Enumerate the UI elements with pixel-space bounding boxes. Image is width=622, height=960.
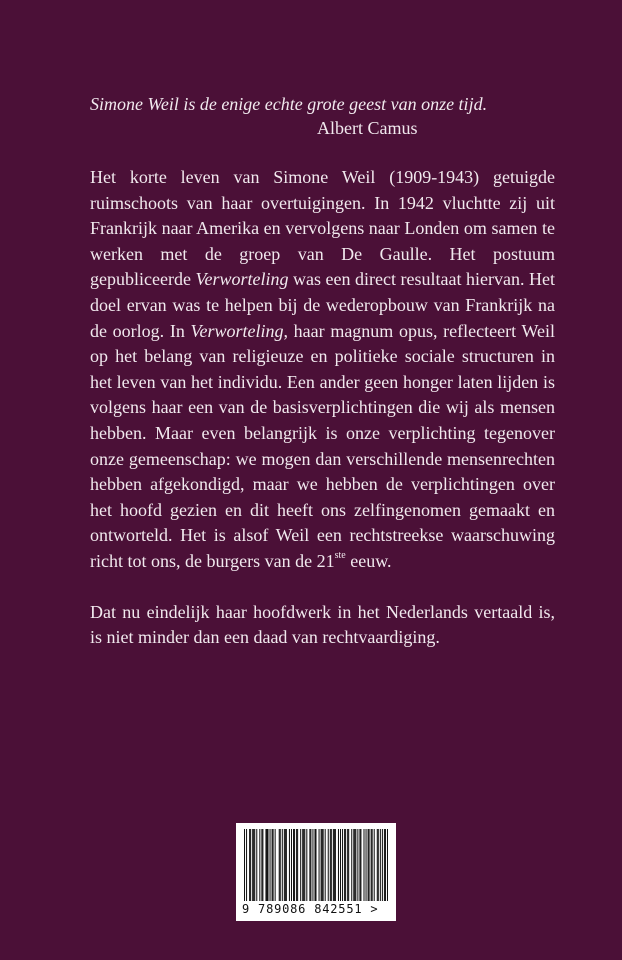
barcode-bar bbox=[328, 829, 329, 901]
barcode-bar bbox=[280, 829, 281, 901]
barcode-bar bbox=[319, 829, 320, 901]
barcode-bar bbox=[293, 829, 294, 901]
barcode-bar bbox=[250, 829, 251, 901]
barcode-bar bbox=[335, 829, 336, 901]
barcode-bar bbox=[314, 829, 315, 901]
barcode-bar bbox=[306, 829, 307, 901]
barcode-bar bbox=[294, 829, 295, 901]
barcode-bar bbox=[252, 829, 253, 901]
blurb bbox=[90, 165, 555, 651]
barcode-bar bbox=[322, 829, 323, 901]
barcode-bar bbox=[256, 829, 257, 901]
barcode-bar bbox=[284, 829, 285, 901]
barcode-bar bbox=[279, 829, 280, 901]
barcode-bar bbox=[266, 829, 267, 901]
barcode-bar bbox=[310, 829, 311, 901]
book-title: Verworteling bbox=[190, 320, 284, 341]
barcode-bar bbox=[304, 829, 305, 901]
barcode-bar bbox=[244, 829, 245, 901]
barcode-bar bbox=[360, 829, 361, 901]
barcode-bar bbox=[345, 829, 346, 901]
barcode-bar bbox=[363, 829, 364, 901]
barcode-bar bbox=[338, 829, 339, 901]
barcode-bar bbox=[275, 829, 276, 901]
barcode-bar bbox=[355, 829, 356, 901]
barcode-bar bbox=[246, 829, 247, 901]
blurb-paragraph-2: Dat nu eindelijk haar hoofdwerk in het Nederlands vertaald is, is niet minder dan een daad van rechtvaardiging. bbox=[90, 601, 555, 648]
barcode-bar bbox=[273, 829, 274, 901]
barcode-bar bbox=[272, 829, 273, 901]
barcode-bar bbox=[253, 829, 254, 901]
barcode-bar bbox=[261, 829, 262, 901]
barcode-bar bbox=[262, 829, 263, 901]
barcode-bar bbox=[357, 829, 358, 901]
barcode-bar bbox=[296, 829, 297, 901]
barcode-bar bbox=[374, 829, 375, 901]
barcode-bar bbox=[369, 829, 370, 901]
barcode-bar bbox=[291, 829, 292, 901]
barcode-bar bbox=[354, 829, 355, 901]
barcode-bar bbox=[267, 829, 268, 901]
barcode-bar bbox=[371, 829, 372, 901]
epigraph-quote: Simone Weil is de enige echte grote geest van onze tijd. bbox=[90, 94, 488, 114]
barcode-bar bbox=[259, 829, 260, 901]
barcode-bar bbox=[331, 829, 332, 901]
barcode-bar bbox=[249, 829, 250, 901]
barcode-bar bbox=[315, 829, 316, 901]
barcode-bar bbox=[285, 829, 286, 901]
barcode-bar bbox=[325, 829, 326, 901]
barcode-bar bbox=[387, 829, 388, 901]
blurb-paragraph-1: Het korte leven van Simone Weil (1909-1943) getuigde ruimschoots van haar overtuigingen. In 1942 vluchtte zij uit Frankrijk naar Amerika en vervolgens naar Londen om samen te werken met de groep van De Gaulle. Het postuum gepubliceerde Verworteling was een direct resultaat hiervan. Het doel ervan was te helpen bij de wederopbouw van Frankrijk na de oorlog. In Verworteling, haar magnum opus, reflecteert Weil op het belang van religieuze en politieke sociale structuren in het leven van het individu. Een ander geen honger laten lijden is volgens haar een van de basisverplichtingen die wij als mensen hebben. Maar even belangrijk is onze verplichting tegenover onze gemeenschap: we mogen dan verschillende mensenrechten hebben afgekondigd, maar we hebben de verplichtingen over het hoofd gezien en dit heeft ons zelfingenomen gemaakt en ontworteld. Het is alsof Weil een rechtstreekse waarschuwing richt tot ons, de burgers van de 21ste eeuw. bbox=[90, 167, 555, 571]
barcode-bar bbox=[340, 829, 341, 901]
barcode-bar bbox=[286, 829, 287, 901]
barcode-bar bbox=[289, 829, 290, 901]
barcode-bar bbox=[344, 829, 345, 901]
isbn-digits: 9 789086 842551 > bbox=[242, 902, 379, 916]
barcode-bar bbox=[378, 829, 379, 901]
barcode-bar bbox=[333, 829, 334, 901]
barcode-bar bbox=[330, 829, 331, 901]
barcode-bar bbox=[342, 829, 343, 901]
barcode-bar bbox=[382, 829, 383, 901]
barcode-bar bbox=[334, 829, 335, 901]
barcode-bar bbox=[302, 829, 303, 901]
barcode-bar bbox=[309, 829, 310, 901]
barcode-bar bbox=[297, 829, 298, 901]
barcode-bar bbox=[380, 829, 381, 901]
barcode-bar bbox=[282, 829, 283, 901]
isbn-barcode bbox=[236, 823, 396, 921]
barcode-bars bbox=[244, 829, 388, 901]
barcode-bar bbox=[270, 829, 271, 901]
barcode-bar bbox=[385, 829, 386, 901]
barcode-bar bbox=[300, 829, 301, 901]
barcode-bar bbox=[254, 829, 255, 901]
barcode-bar bbox=[353, 829, 354, 901]
barcode-bar bbox=[372, 829, 373, 901]
barcode-bar bbox=[312, 829, 313, 901]
barcode-bar bbox=[265, 829, 266, 901]
book-title: Verworteling bbox=[195, 269, 289, 290]
barcode-bar bbox=[377, 829, 378, 901]
epigraph-author: Albert Camus bbox=[317, 118, 418, 138]
barcode-bar bbox=[323, 829, 324, 901]
barcode-bar bbox=[384, 829, 385, 901]
barcode-bar bbox=[348, 829, 349, 901]
barcode-bar bbox=[368, 829, 369, 901]
barcode-bar bbox=[366, 829, 367, 901]
barcode-bar bbox=[347, 829, 348, 901]
barcode-bar bbox=[351, 829, 352, 901]
ordinal-suffix: ste bbox=[334, 549, 346, 561]
barcode-bar bbox=[359, 829, 360, 901]
barcode-bar bbox=[321, 829, 322, 901]
barcode-bar bbox=[303, 829, 304, 901]
